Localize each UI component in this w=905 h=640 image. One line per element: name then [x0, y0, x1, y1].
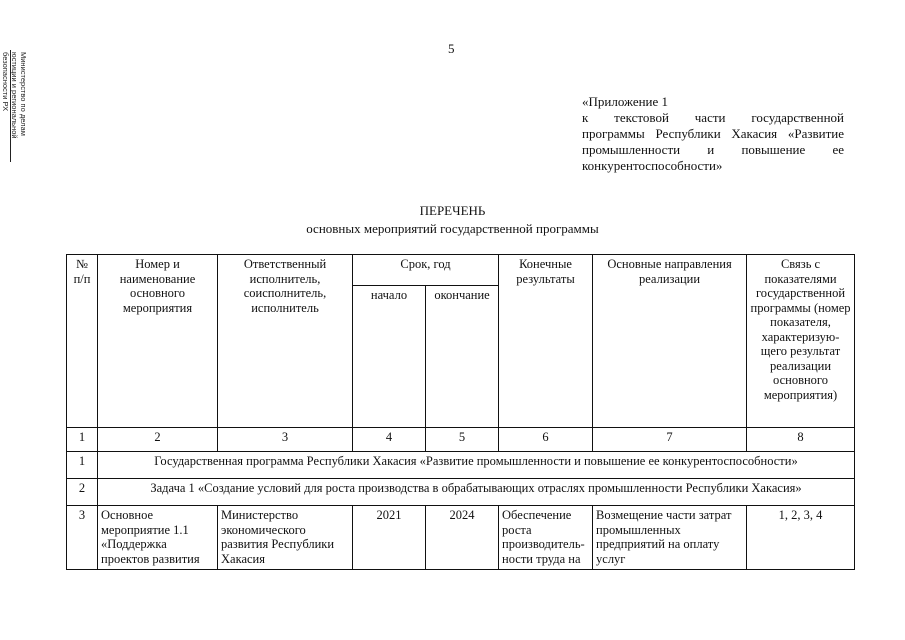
measure-indicators: 1, 2, 3, 4: [747, 506, 855, 570]
task-title: Задача 1 «Создание условий для роста производства в обрабатывающих отраслях промышленности Республики Хакасия»: [98, 479, 855, 506]
column-number: 3: [218, 428, 353, 452]
measure-name: Основное мероприятие 1.1 «Поддержка проектов развития: [98, 506, 218, 570]
header-end: окончание: [426, 286, 499, 428]
appendix-line: конкурентоспособности»: [582, 158, 723, 173]
registration-stamp: [1, 50, 45, 162]
column-number: 8: [747, 428, 855, 452]
header-directions: Основные направления реализации: [593, 255, 747, 428]
row-number: 2: [67, 479, 98, 506]
header-results: Конечные результаты: [499, 255, 593, 428]
appendix-line: «Приложение 1: [582, 94, 669, 109]
column-number: 7: [593, 428, 747, 452]
row-number: 3: [67, 506, 98, 570]
document-title: ПЕРЕЧЕНЬ: [419, 203, 486, 218]
measure-executor: Министерство экономического развития Республики Хакасия: [218, 506, 353, 570]
task-row: [67, 479, 855, 506]
appendix-line: к текстовой части государственной: [582, 110, 844, 125]
measures-table: [66, 254, 855, 570]
column-number-row: [67, 428, 855, 452]
header-row: [67, 255, 855, 286]
column-number: 2: [98, 428, 218, 452]
measure-end-year: 2024: [426, 506, 499, 570]
header-term: Срок, год: [353, 255, 499, 286]
header-num: № п/п: [67, 255, 98, 428]
header-executor: Ответственный исполнитель, соисполнитель, исполнитель: [218, 255, 353, 428]
column-number: 1: [67, 428, 98, 452]
appendix-note: [582, 94, 844, 174]
document-subtitle: основных мероприятий государственной программы: [306, 221, 599, 236]
header-measure-name: Номер и наименование основного мероприятия: [98, 255, 218, 428]
measure-directions: Возмещение части затрат промышленных предприятий на оплату услуг: [593, 506, 747, 570]
appendix-line: программы Республики Хакасия «Развитие: [582, 126, 844, 141]
page-number: 5: [448, 41, 455, 56]
header-indicators: Связь с показателями государственной программы (номер показателя, характеризую-щего результат реализации основного мероприятия): [747, 255, 855, 428]
appendix-line: промышленности и повышение ее: [582, 142, 844, 157]
program-row: [67, 452, 855, 479]
stamp-text: Министерство по делам юстиции и региональной безопасности РХ: [1, 52, 28, 139]
column-number: 4: [353, 428, 426, 452]
column-number: 6: [499, 428, 593, 452]
row-number: 1: [67, 452, 98, 479]
program-title: Государственная программа Республики Хакасия «Развитие промышленности и повышение ее конкурентоспособности»: [98, 452, 855, 479]
measure-start-year: 2021: [353, 506, 426, 570]
measure-results: Обеспечение роста производитель-ности труда на: [499, 506, 593, 570]
column-number: 5: [426, 428, 499, 452]
measure-row: [67, 506, 855, 570]
header-start: начало: [353, 286, 426, 428]
